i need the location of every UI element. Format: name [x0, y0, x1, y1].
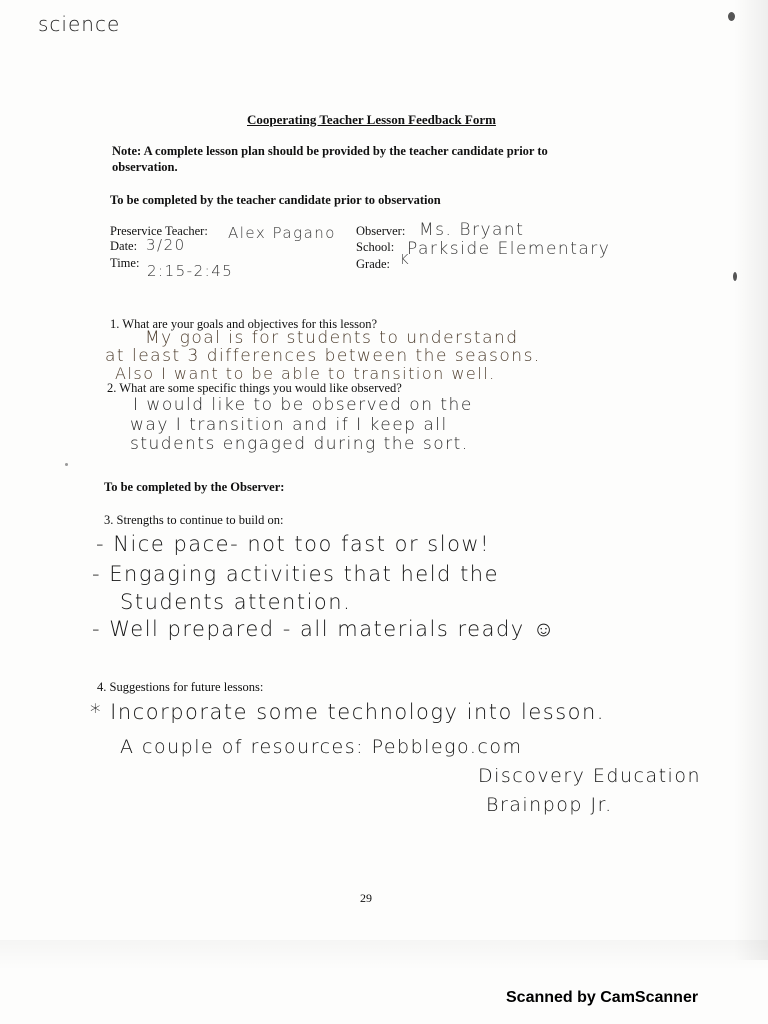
strength-line: - Well prepared - all materials ready ☺ [92, 617, 556, 641]
school-label: School: [356, 240, 395, 254]
time-label: Time: [110, 256, 140, 270]
corner-note: science [38, 12, 121, 36]
form-note: Note: A complete lesson plan should be provided by the teacher candidate prior to observation. [112, 144, 548, 174]
date-value: 3/20 [146, 236, 186, 254]
scan-speck [65, 463, 68, 466]
suggestion-line: Brainpop Jr. [486, 794, 613, 816]
answer-1-line: My goal is for students to understand [145, 328, 519, 348]
section-observer-heading: To be completed by the Observer: [104, 480, 285, 494]
suggestion-line: * Incorporate some technology into lesson. [90, 700, 605, 724]
scan-speck [733, 272, 737, 281]
scan-edge-shadow [734, 0, 768, 960]
answer-2-line: way I transition and if I keep all [130, 415, 448, 435]
scan-speck [728, 12, 735, 21]
strength-line: - Nice pace- not too fast or slow! [96, 532, 491, 556]
question-4: 4. Suggestions for future lessons: [97, 680, 264, 694]
grade-value: K [400, 253, 411, 268]
observer-label: Observer: [356, 224, 406, 238]
page-number: 29 [360, 891, 372, 905]
suggestion-line: Discovery Education [478, 765, 701, 787]
grade-label: Grade: [356, 257, 391, 271]
form-title: Cooperating Teacher Lesson Feedback Form [247, 112, 496, 127]
strength-line: Students attention. [120, 590, 352, 614]
question-1: 1. What are your goals and objectives for this lesson? [110, 317, 378, 331]
suggestion-line: A couple of resources: Pebblego.com [120, 736, 523, 758]
section-candidate-heading: To be completed by the teacher candidate prior to observation [110, 193, 441, 207]
date-label: Date: [110, 239, 138, 253]
answer-2-line: students engaged during the sort. [130, 434, 469, 454]
teacher-label: Preservice Teacher: [110, 224, 208, 238]
scanner-watermark: Scanned by CamScanner [506, 989, 699, 1006]
answer-1-line: at least 3 differences between the seasons. [105, 346, 541, 366]
question-3: 3. Strengths to continue to build on: [104, 513, 284, 527]
observer-value: Ms. Bryant [419, 220, 525, 240]
scan-bottom-shadow [0, 940, 768, 970]
time-value: 2:15-2:45 [147, 262, 234, 280]
strength-line: - Engaging activities that held the [92, 562, 500, 586]
answer-1-line: Also I want to be able to transition well. [115, 364, 496, 383]
question-2: 2. What are some specific things you would like observed? [107, 381, 402, 395]
answer-2-line: I would like to be observed on the [133, 395, 473, 415]
school-value: Parkside Elementary [407, 239, 611, 259]
teacher-value: Alex Pagano [228, 224, 336, 242]
